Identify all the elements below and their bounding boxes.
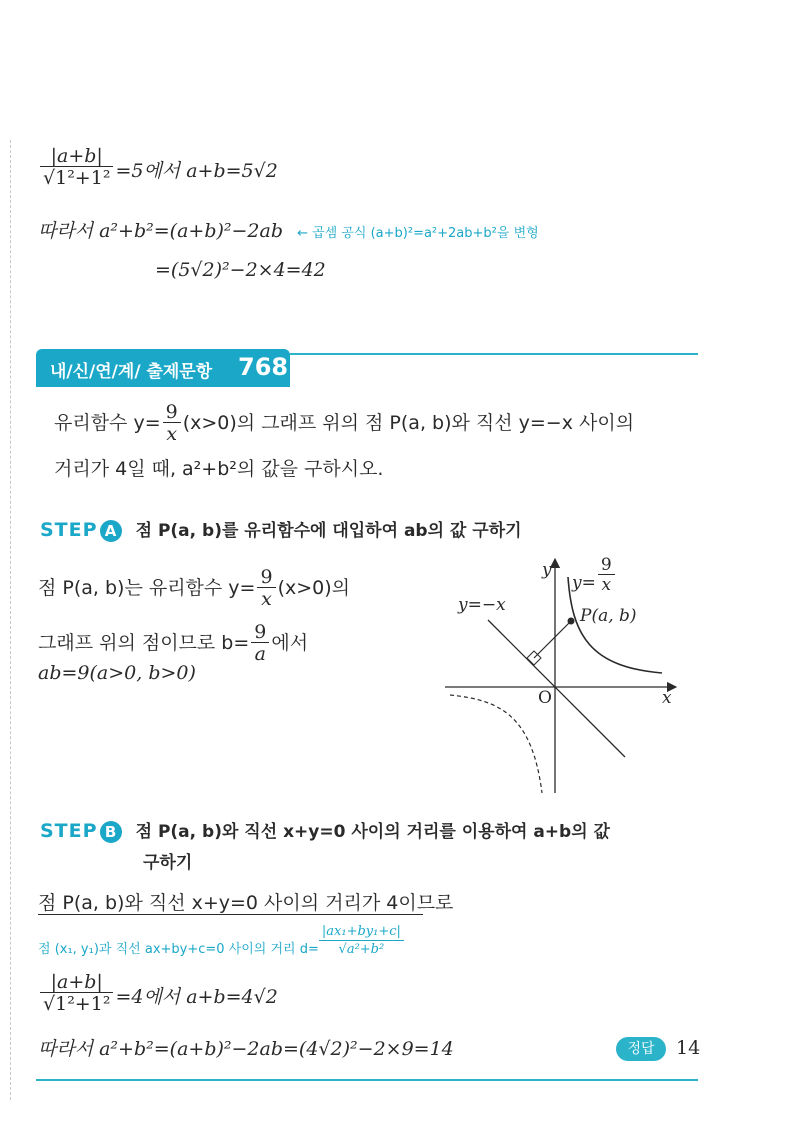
step-a-badge: A (100, 520, 122, 542)
distance-formula-fraction: $\frac{\text{|ax₁+by₁+c|}}{\text{√a²+b²}}$ (319, 924, 404, 959)
section-number: 768 (238, 353, 289, 381)
distance-formula-note: 점 (x₁, y₁)과 직선 ax+by+c=0 사이의 거리 d= $\frac{\text{|ax₁+by₁+c|}}{\text{√a²+b²}}$ (38, 924, 404, 959)
graph-x-label: x (662, 688, 672, 708)
line-y-neg-x (488, 620, 625, 757)
hyperbola-graph (440, 555, 690, 795)
top-line-3: =(5√2)²−2×4=42 (155, 259, 326, 281)
section-rule (290, 353, 698, 355)
line-label: y=−x (458, 595, 506, 615)
answer-badge: 정답 (616, 1037, 666, 1061)
step-b-line-3: 따라서 a²+b²=(a+b)²−2ab=(4√2)²−2×9=14 (38, 1038, 454, 1060)
step-a-title: 점 P(a, b)를 유리함수에 대입하여 ab의 값 구하기 (135, 521, 522, 541)
step-a-line-1: 점 P(a, b)는 유리함수 y= $\frac{9}{x}$ (x>0)의 (38, 566, 351, 610)
problem-fraction: $\frac{9}{x}$ (163, 402, 181, 445)
step-b-title-2: 구하기 (143, 853, 193, 873)
graph-y-label: y (542, 560, 552, 580)
step-a-line-3: ab=9(a>0, b>0) (38, 662, 196, 684)
step-b-line-2: $\frac{|a+b|}{\text{√1²+1²}}$ =4에서 a+b=4√2 (38, 972, 278, 1015)
step-a-line-2: 그래프 위의 점이므로 b= $\frac{9}{a}$ 에서 (38, 621, 309, 665)
step-b-underline (38, 914, 423, 915)
step-a-frac-1: $\frac{9}{x}$ (257, 567, 275, 610)
page-fold-guide (10, 140, 11, 1100)
perpendicular-segment (534, 621, 571, 658)
step-b-header: STEP B 점 P(a, b)와 직선 x+y=0 사이의 거리를 이용하여 a+b의 값 (40, 820, 610, 842)
point-label: P(a, b) (580, 606, 637, 626)
step-b-title-1: 점 P(a, b)와 직선 x+y=0 사이의 거리를 이용하여 a+b의 값 (135, 822, 610, 842)
step-b-line-1: 점 P(a, b)와 직선 x+y=0 사이의 거리가 4이므로 (38, 892, 454, 914)
top-line-1: $\frac{|a+b|}{\text{√1²+1²}}$ =5에서 a+b=5√2 (38, 146, 278, 189)
formula-note: ← 곱셈 공식 (a+b)²=a²+2ab+b²을 변형 (297, 226, 539, 241)
top-fraction: $\frac{|a+b|}{\text{√1²+1²}}$ (40, 146, 113, 189)
hyperbola-dashed-branch (450, 695, 542, 793)
bottom-rule (36, 1079, 698, 1081)
top-line-2: 따라서 a²+b²=(a+b)²−2ab ← 곱셈 공식 (a+b)²=a²+2ab+b²을 변형 (38, 220, 539, 242)
curve-label-fraction: $\frac{9}{x}$ (598, 556, 615, 595)
step-b-fraction: $\frac{|a+b|}{\text{√1²+1²}}$ (40, 972, 113, 1015)
step-b-badge: B (100, 821, 122, 843)
point-p (568, 618, 575, 625)
step-a-frac-2: $\frac{9}{a}$ (251, 622, 269, 665)
section-header (36, 349, 290, 387)
step-a-header: STEP A 점 P(a, b)를 유리함수에 대입하여 ab의 값 구하기 (40, 519, 522, 541)
section-tag: 내/신/연/계/ 출제문항 (50, 362, 213, 382)
origin-label: O (538, 688, 552, 708)
answer-value: 14 (676, 1037, 701, 1059)
problem-line-1: 유리함수 y= $\frac{9}{x}$ (x>0)의 그래프 위의 점 P(a, b)와 직선 y=−x 사이의 (54, 401, 635, 445)
curve-label: y= $\frac{9}{x}$ (572, 556, 617, 595)
problem-line-2: 거리가 4일 때, a²+b²의 값을 구하시오. (54, 458, 384, 480)
